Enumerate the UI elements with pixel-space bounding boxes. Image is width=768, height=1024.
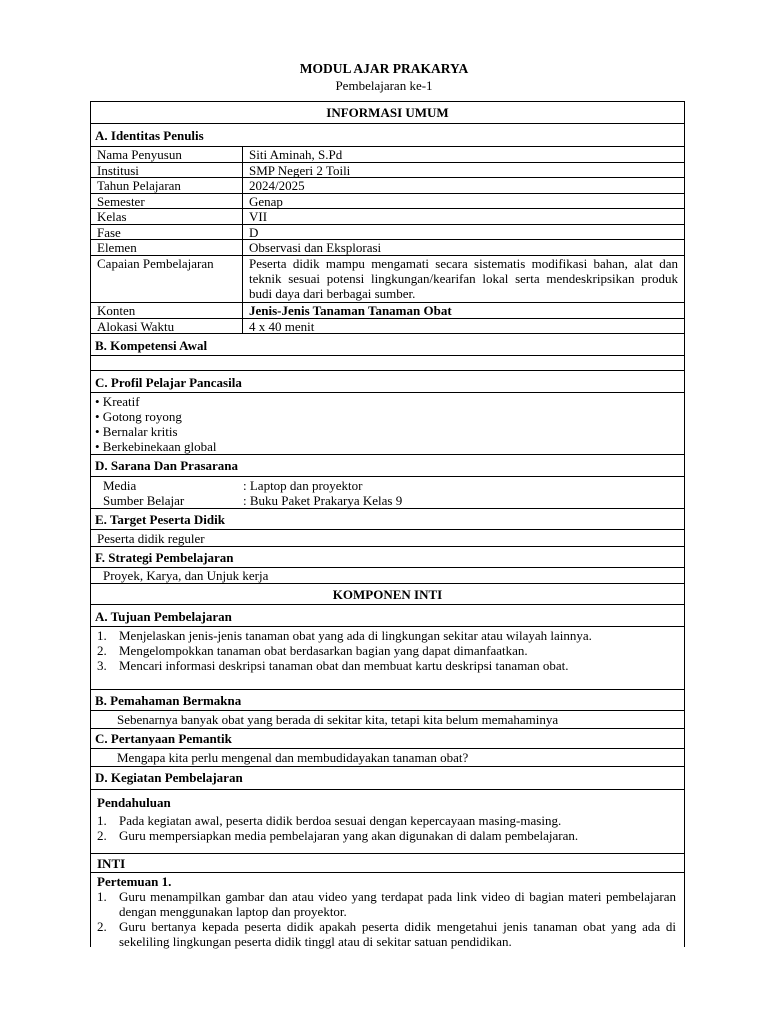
section-pemahaman-bermakna: B. Pemahaman Bermakna — [91, 690, 684, 711]
profil-item: • Berkebinekaan global — [95, 438, 217, 454]
inti-title: INTI — [91, 854, 684, 873]
tujuan-text: Mencari informasi deskripsi tanaman obat dan membuat kartu deskripsi tanaman obat. — [119, 657, 569, 673]
identitas-table — [91, 147, 684, 334]
identitas-row — [91, 256, 684, 303]
tujuan-text: Menjelaskan jenis-jenis tanaman obat yang ada di lingkungan sekitar atau wilayah lainnya. — [119, 627, 592, 643]
sarana-list — [91, 477, 684, 509]
section-strategi-pembelajaran: F. Strategi Pembelajaran — [91, 547, 684, 568]
pemahaman-text: Sebenarnya banyak obat yang berada di sekitar kita, tetapi kita belum memahaminya — [91, 711, 684, 729]
section-profil-pelajar: C. Profil Pelajar Pancasila — [91, 371, 684, 393]
document-title: MODUL AJAR PRAKARYA — [299, 61, 469, 76]
identitas-row — [91, 163, 684, 179]
pertemuan-item — [91, 919, 684, 949]
tujuan-text: Mengelompokkan tanaman obat berdasarkan bagian yang dapat dimanfaatkan. — [119, 642, 528, 658]
sarana-value: : Buku Paket Prakarya Kelas 9 — [243, 492, 403, 508]
section-sarana-prasarana: D. Sarana Dan Prasarana — [91, 455, 684, 477]
identitas-key: Elemen — [91, 240, 243, 255]
pendahuluan-title: Pendahuluan — [97, 794, 171, 810]
section-identitas-penulis: A. Identitas Penulis — [91, 124, 684, 147]
identitas-key: Kelas — [91, 209, 243, 224]
tujuan-number: 2. — [97, 642, 107, 658]
section-pertanyaan-pemantik: C. Pertanyaan Pemantik — [91, 729, 684, 749]
identitas-row — [91, 209, 684, 225]
sarana-row — [91, 493, 684, 508]
sarana-key: Media — [103, 477, 137, 493]
pertemuan-text: Guru menampilkan gambar dan atau video yang terdapat pada link video di bagian materi pembelajaran dengan menggunakan laptop dan proyektor. — [119, 888, 676, 919]
identitas-key: Alokasi Waktu — [91, 319, 243, 333]
identitas-row — [91, 240, 684, 256]
identitas-row — [91, 147, 684, 163]
section-heading-informasi-umum: INFORMASI UMUM — [91, 102, 684, 124]
target-text: Peserta didik reguler — [91, 530, 684, 547]
pertemuan-item — [91, 889, 684, 919]
pendahuluan-number: 1. — [97, 812, 107, 828]
identitas-value: Siti Aminah, S.Pd — [249, 147, 343, 162]
tujuan-item — [91, 643, 684, 658]
identitas-key: Capaian Pembelajaran — [91, 256, 243, 302]
tujuan-item — [91, 628, 684, 643]
tujuan-number: 1. — [97, 627, 107, 643]
pertemuan-title: Pertemuan 1. — [97, 873, 172, 889]
pendahuluan-text: Pada kegiatan awal, peserta didik berdoa sesuai dengan kepercayaan masing-masing. — [119, 812, 562, 828]
pendahuluan-text: Guru mempersiapkan media pembelajaran yang akan digunakan di dalam pembelajaran. — [119, 827, 579, 843]
identitas-key: Tahun Pelajaran — [91, 178, 243, 193]
profil-item: • Bernalar kritis — [95, 423, 178, 439]
pendahuluan-item — [91, 828, 684, 843]
pemantik-text: Mengapa kita perlu mengenal dan membudidayakan tanaman obat? — [91, 749, 684, 767]
kompetensi-awal-content — [91, 356, 684, 371]
identitas-value: SMP Negeri 2 Toili — [249, 162, 351, 178]
profil-item: • Gotong royong — [95, 408, 182, 424]
pertemuan-block — [91, 873, 684, 949]
profil-item: • Kreatif — [95, 393, 140, 409]
identitas-value: Observasi dan Eksplorasi — [249, 240, 382, 255]
identitas-row — [91, 303, 684, 319]
section-tujuan-pembelajaran: A. Tujuan Pembelajaran — [91, 605, 684, 627]
identitas-key: Nama Penyusun — [91, 147, 243, 162]
identitas-key: Fase — [91, 225, 243, 240]
section-heading-komponen-inti: KOMPONEN INTI — [91, 584, 684, 605]
sarana-row — [91, 478, 684, 493]
identitas-row — [91, 178, 684, 194]
section-kompetensi-awal: B. Kompetensi Awal — [91, 334, 684, 356]
identitas-value: Jenis-Jenis Tanaman Tanaman Obat — [249, 302, 452, 318]
identitas-value: Genap — [249, 193, 283, 209]
sarana-key: Sumber Belajar — [103, 492, 185, 508]
tujuan-number: 3. — [97, 657, 107, 673]
identitas-key: Semester — [91, 194, 243, 209]
identitas-value: 4 x 40 menit — [249, 318, 315, 334]
identitas-row — [91, 194, 684, 210]
pendahuluan-block — [91, 790, 684, 854]
document-subtitle: Pembelajaran ke-1 — [335, 78, 433, 93]
modul-table — [90, 101, 685, 947]
sarana-value: : Laptop dan proyektor — [243, 477, 363, 493]
identitas-value: Peserta didik mampu mengamati secara sistematis modifikasi bahan, alat dan teknik sesuai potensi lingkungan/kearifan lokal serta mendeskripsikan produk budi daya dari berbagai sumber. — [249, 255, 678, 301]
section-kegiatan-pembelajaran: D. Kegiatan Pembelajaran — [91, 767, 684, 790]
pertemuan-text: Guru bertanya kepada peserta didik apakah peserta didik mengetahui jenis tanaman obat yang ada di sekeliling lingkungan peserta didik tinggl atau di sekitar satuan pendidikan. — [119, 918, 676, 949]
section-target-peserta: E. Target Peserta Didik — [91, 509, 684, 530]
tujuan-list — [91, 627, 684, 690]
identitas-key: Konten — [91, 303, 243, 318]
identitas-value: 2024/2025 — [249, 178, 305, 193]
identitas-row — [91, 319, 684, 334]
profil-list — [91, 393, 684, 455]
pertemuan-number: 1. — [97, 888, 107, 904]
pendahuluan-item — [91, 813, 684, 828]
identitas-row — [91, 225, 684, 241]
tujuan-item — [91, 658, 684, 673]
identitas-value: VII — [249, 209, 268, 224]
identitas-value: D — [249, 224, 259, 240]
strategi-text: Proyek, Karya, dan Unjuk kerja — [91, 568, 684, 584]
pertemuan-number: 2. — [97, 918, 107, 934]
identitas-key: Institusi — [91, 163, 243, 178]
pendahuluan-number: 2. — [97, 827, 107, 843]
